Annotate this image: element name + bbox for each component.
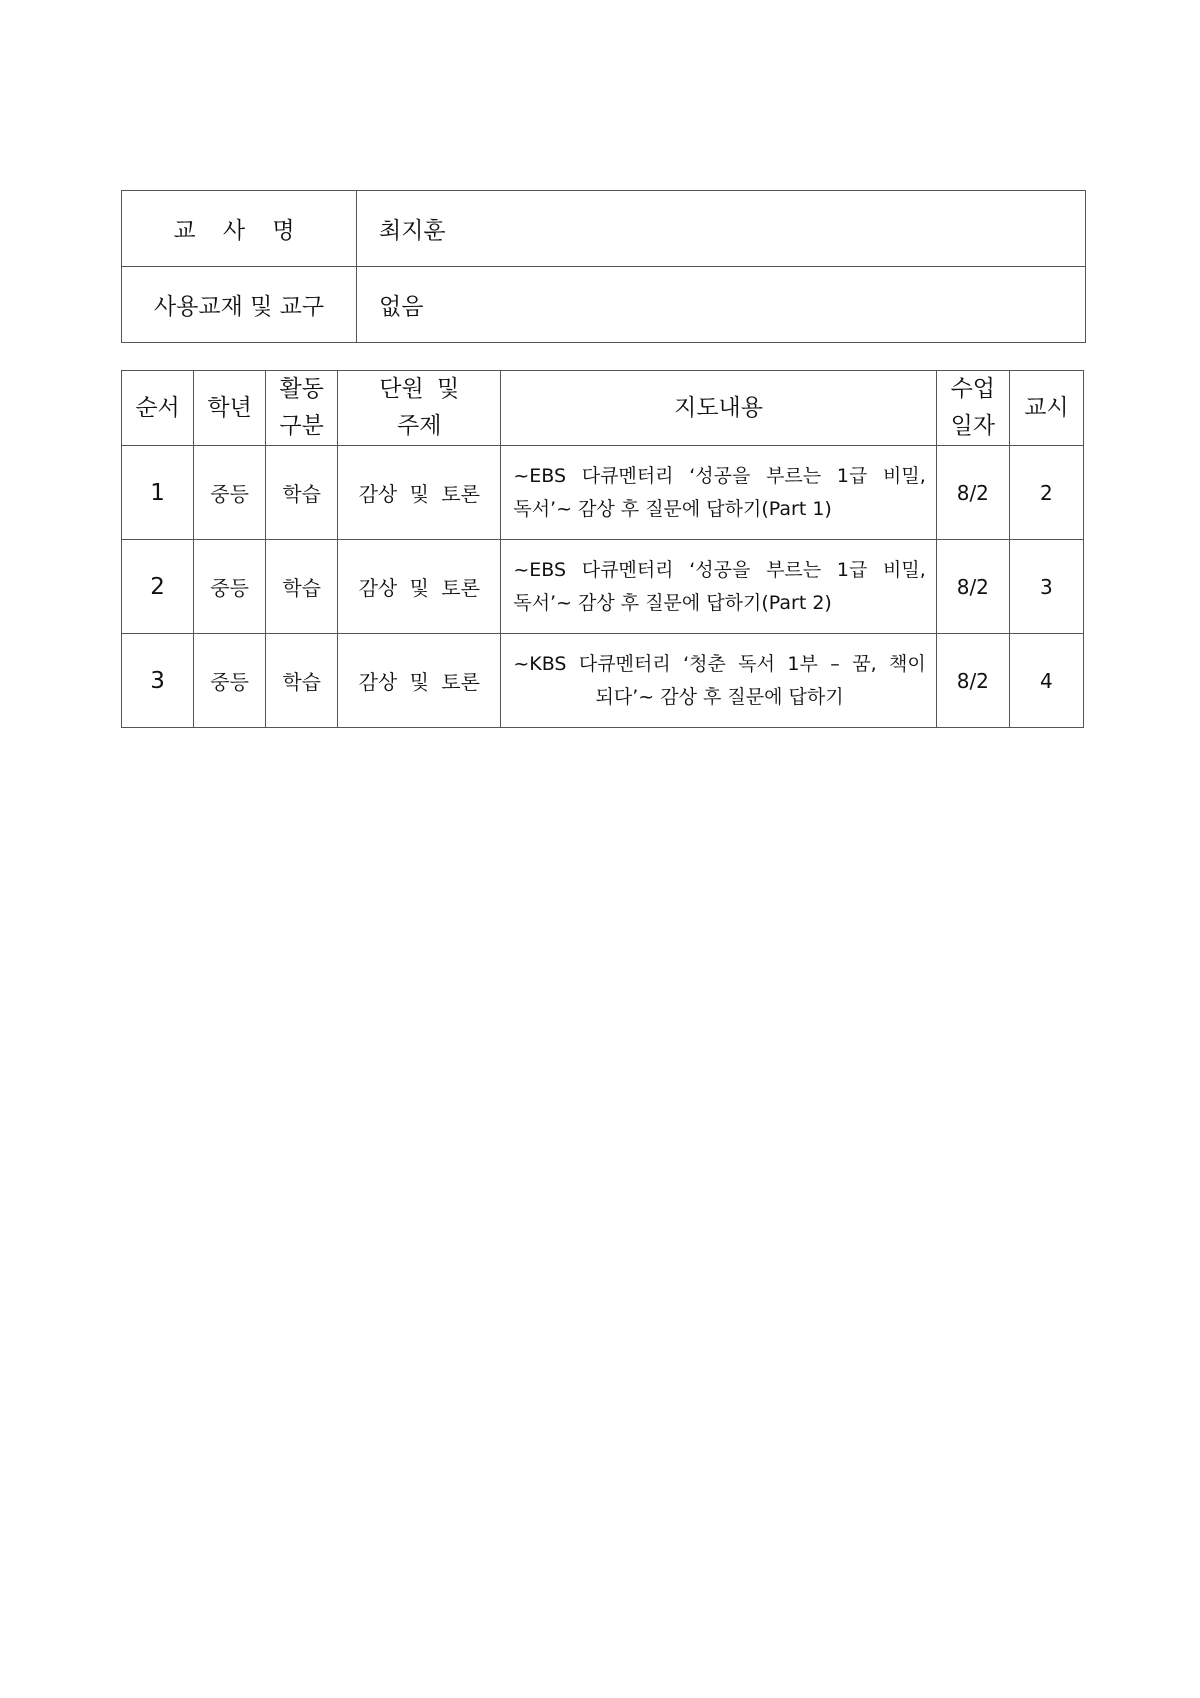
row-content-line1: ~KBS 다큐멘터리 ‘청춘 독서 1부 – 꿈, 책이 (513, 652, 926, 675)
row-date: 8/2 (936, 634, 1009, 728)
row-grade: 중등 (194, 540, 266, 634)
materials-row (122, 267, 1086, 343)
teacher-row (122, 191, 1086, 267)
row-activity: 학습 (266, 634, 338, 728)
materials-label: 사용교재 및 교구 (122, 267, 357, 343)
table-row (122, 540, 1084, 634)
row-content (501, 634, 936, 728)
teacher-info-table (121, 190, 1086, 343)
header-activity-line2: 구분 (279, 413, 324, 439)
materials-value: 없음 (357, 267, 1086, 343)
row-period: 4 (1009, 634, 1083, 728)
header-activity (266, 371, 338, 446)
table-row (122, 446, 1084, 540)
row-content-line2: 되다’~ 감상 후 질문에 답하기 (595, 685, 844, 708)
teacher-label: 교 사 명 (122, 191, 357, 267)
row-period: 3 (1009, 540, 1083, 634)
row-content (501, 540, 936, 634)
header-grade: 학년 (194, 371, 266, 446)
header-unit-line1: 단원 및 (379, 376, 460, 402)
teacher-value: 최지훈 (357, 191, 1086, 267)
row-order: 2 (122, 540, 194, 634)
row-unit: 감상 및 토론 (338, 446, 501, 540)
row-content-line2: 독서’~ 감상 후 질문에 답하기(Part 1) (513, 497, 832, 520)
header-period: 교시 (1009, 371, 1083, 446)
header-date-line1: 수업 (950, 376, 996, 402)
row-order: 1 (122, 446, 194, 540)
row-content-line2: 독서’~ 감상 후 질문에 답하기(Part 2) (513, 591, 832, 614)
header-unit (338, 371, 501, 446)
header-content: 지도내용 (501, 371, 936, 446)
row-unit: 감상 및 토론 (338, 540, 501, 634)
header-date (936, 371, 1009, 446)
header-date-line2: 일자 (950, 413, 996, 439)
table-row (122, 634, 1084, 728)
row-content-line1: ~EBS 다큐멘터리 ‘성공을 부르는 1급 비밀, (513, 558, 926, 581)
row-date: 8/2 (936, 540, 1009, 634)
row-unit: 감상 및 토론 (338, 634, 501, 728)
lesson-schedule-table (121, 370, 1084, 728)
header-order: 순서 (122, 371, 194, 446)
header-unit-line2: 주제 (397, 413, 442, 439)
row-grade: 중등 (194, 446, 266, 540)
row-activity: 학습 (266, 446, 338, 540)
row-date: 8/2 (936, 446, 1009, 540)
row-period: 2 (1009, 446, 1083, 540)
row-content (501, 446, 936, 540)
schedule-header-row (122, 371, 1084, 446)
row-order: 3 (122, 634, 194, 728)
header-activity-line1: 활동 (279, 376, 324, 402)
row-grade: 중등 (194, 634, 266, 728)
row-activity: 학습 (266, 540, 338, 634)
row-content-line1: ~EBS 다큐멘터리 ‘성공을 부르는 1급 비밀, (513, 464, 926, 487)
